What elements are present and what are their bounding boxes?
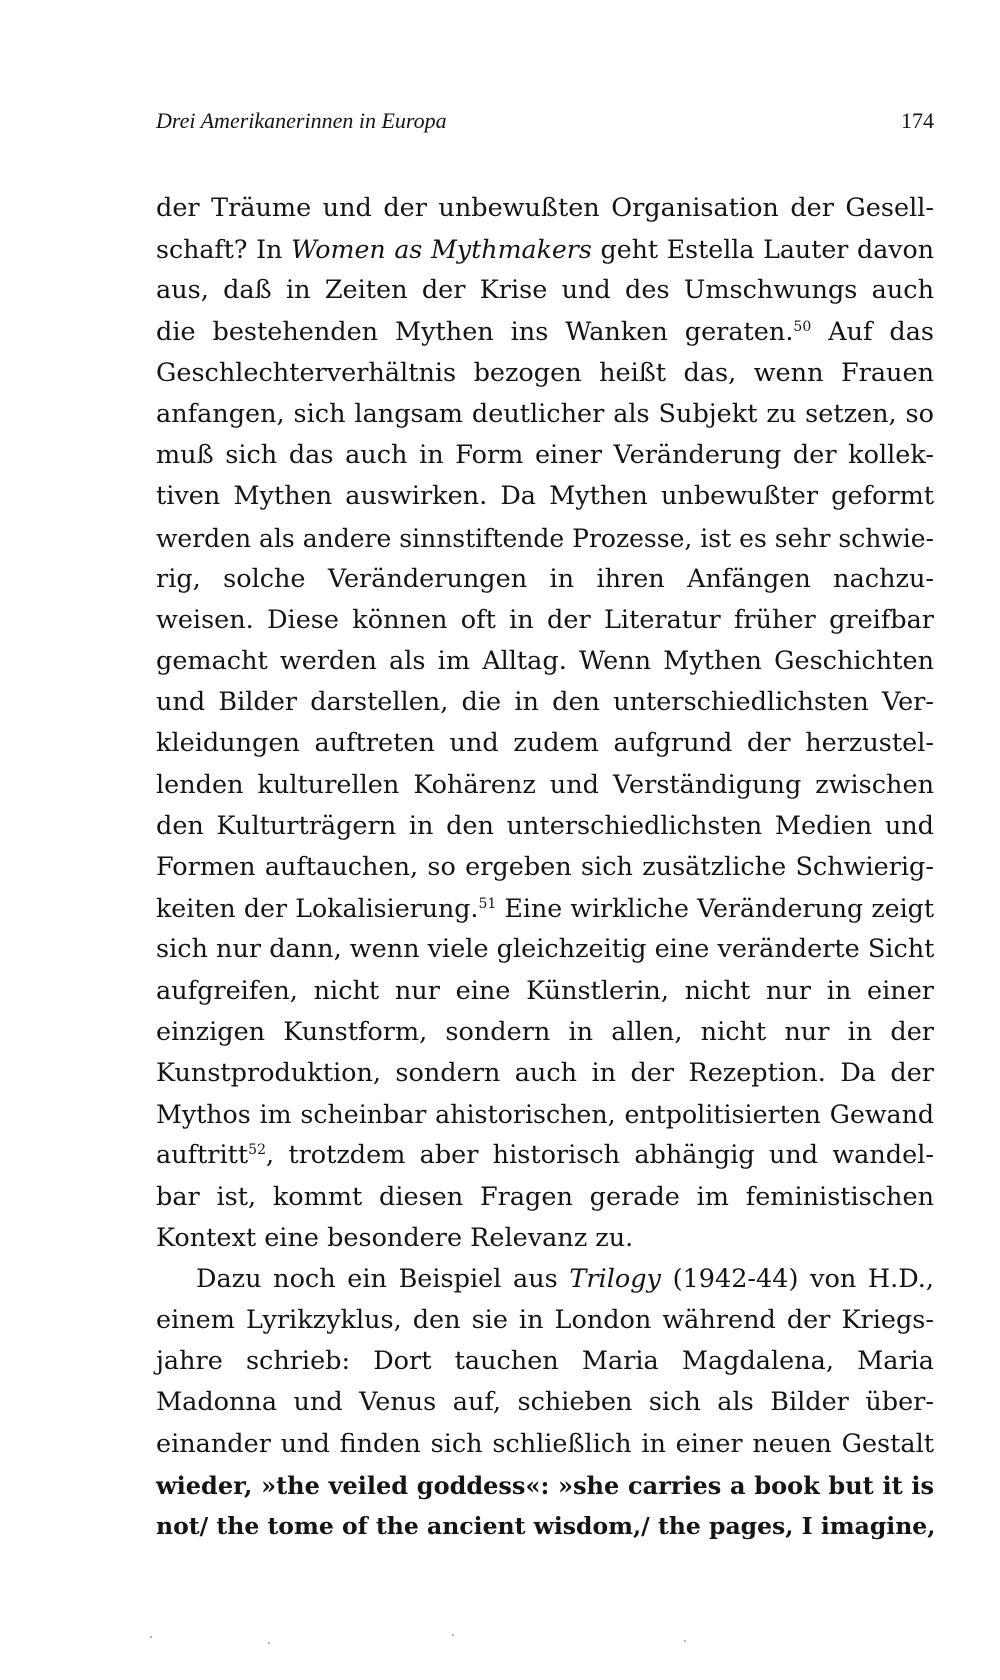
text-line: Formen auftauchen, so ergeben sich zusätzliche Schwierig- <box>156 852 934 882</box>
scan-speck <box>452 1634 454 1636</box>
text-line: not/ the tome of the ancient wisdom,/ the pages, I imagine, <box>156 1512 936 1540</box>
text-line: Geschlechterverhältnis bezogen heißt das, wenn Frauen <box>156 357 934 388</box>
text-line: jahre schrieb: Dort tauchen Maria Magdalena, Maria <box>156 1346 934 1377</box>
text-line: rig, solche Veränderungen in ihren Anfängen nachzu- <box>156 563 934 594</box>
text-line: Kunstproduktion, sondern auch in der Rezeption. Da der <box>156 1057 934 1088</box>
book-title: Women as Mythmakers <box>291 235 592 265</box>
text-line: wieder, »the veiled goddess«: »she carries a book but it is <box>156 1470 934 1500</box>
text-line: sich nur dann, wenn viele gleichzeitig eine veränderte Sicht <box>156 934 935 965</box>
text-line: einander und finden sich schließlich in einer neuen Gestalt <box>156 1428 934 1459</box>
text-line <box>156 229 934 270</box>
text-run: die bestehenden Mythen ins Wanken geraten. <box>156 316 794 347</box>
text-line: einem Lyrikzyklus, den sie in London während der Kriegs- <box>156 1305 934 1336</box>
text-line: Kontext eine besondere Relevanz zu. <box>156 1222 634 1253</box>
footnote-marker: 51 <box>478 896 497 913</box>
text-run: Eine wirkliche Veränderung zeigt <box>496 894 934 924</box>
text-run: Dazu noch ein Beispiel aus <box>196 1263 570 1294</box>
text-run: , trotzdem aber historisch abhängig und wandel- <box>265 1140 934 1171</box>
running-head <box>156 108 934 138</box>
scan-speck <box>268 1642 270 1644</box>
footnote-marker: 50 <box>793 318 812 335</box>
text-line: aufgreifen, nicht nur eine Künstlerin, nicht nur in einer <box>156 975 934 1006</box>
text-line: weisen. Diese können oft in der Literatur früher greifbar <box>156 604 934 635</box>
text-line: Madonna und Venus auf, schieben sich als Bilder über- <box>156 1387 934 1418</box>
text-line: gemacht werden als im Alltag. Wenn Mythen Geschichten <box>156 646 934 677</box>
book-title: Trilogy <box>569 1263 661 1294</box>
text-line <box>156 312 934 353</box>
text-line: lenden kulturellen Kohärenz und Verständigung zwischen <box>156 769 934 800</box>
text-line: der Träume und der unbewußten Organisation der Gesell- <box>156 193 934 223</box>
text-line <box>156 1135 934 1176</box>
text-line: und Bilder darstellen, die in den unterschiedlichsten Ver- <box>156 687 934 718</box>
text-line: einzigen Kunstform, sondern in allen, nicht nur in der <box>156 1016 934 1047</box>
text-run: keiten der Lokalisierung. <box>156 894 479 924</box>
text-line: den Kulturträgern in den unterschiedlichsten Medien und <box>156 810 934 841</box>
text-line <box>156 1259 934 1300</box>
text-line: tiven Mythen auswirken. Da Mythen unbewußter geformt <box>156 481 934 512</box>
text-line: muß sich das auch in Form einer Veränderung der kollek- <box>156 440 934 471</box>
body-text <box>156 188 934 1547</box>
scan-speck <box>150 1636 152 1638</box>
text-line: kleidungen auftreten und zudem aufgrund der herzustel- <box>156 728 934 759</box>
text-run: Auf das <box>811 316 934 347</box>
text-run: (1942-44) von H.D., <box>660 1263 934 1294</box>
footnote-marker: 52 <box>248 1142 266 1159</box>
text-line: werden als andere sinnstiftende Prozesse, ist es sehr schwie- <box>156 523 934 553</box>
text-line <box>156 888 934 929</box>
scan-speck <box>684 1640 686 1642</box>
text-line: Mythos im scheinbar ahistorischen, entpolitisierten Gewand <box>156 1100 934 1130</box>
running-title: Drei Amerikanerinnen in Europa <box>156 108 447 133</box>
text-line: anfangen, sich langsam deutlicher als Subjekt zu setzen, so <box>156 398 934 429</box>
text-line: aus, daß in Zeiten der Krise und des Umschwungs auch <box>156 275 934 306</box>
page-number: 174 <box>901 108 934 133</box>
text-run: schaft? In <box>156 235 292 265</box>
text-run: geht Estella Lauter davon <box>591 235 934 265</box>
scan-specks <box>0 1630 1000 1650</box>
text-run: auftritt <box>156 1140 249 1171</box>
text-line: bar ist, kommt diesen Fragen gerade im feministischen <box>156 1181 934 1212</box>
